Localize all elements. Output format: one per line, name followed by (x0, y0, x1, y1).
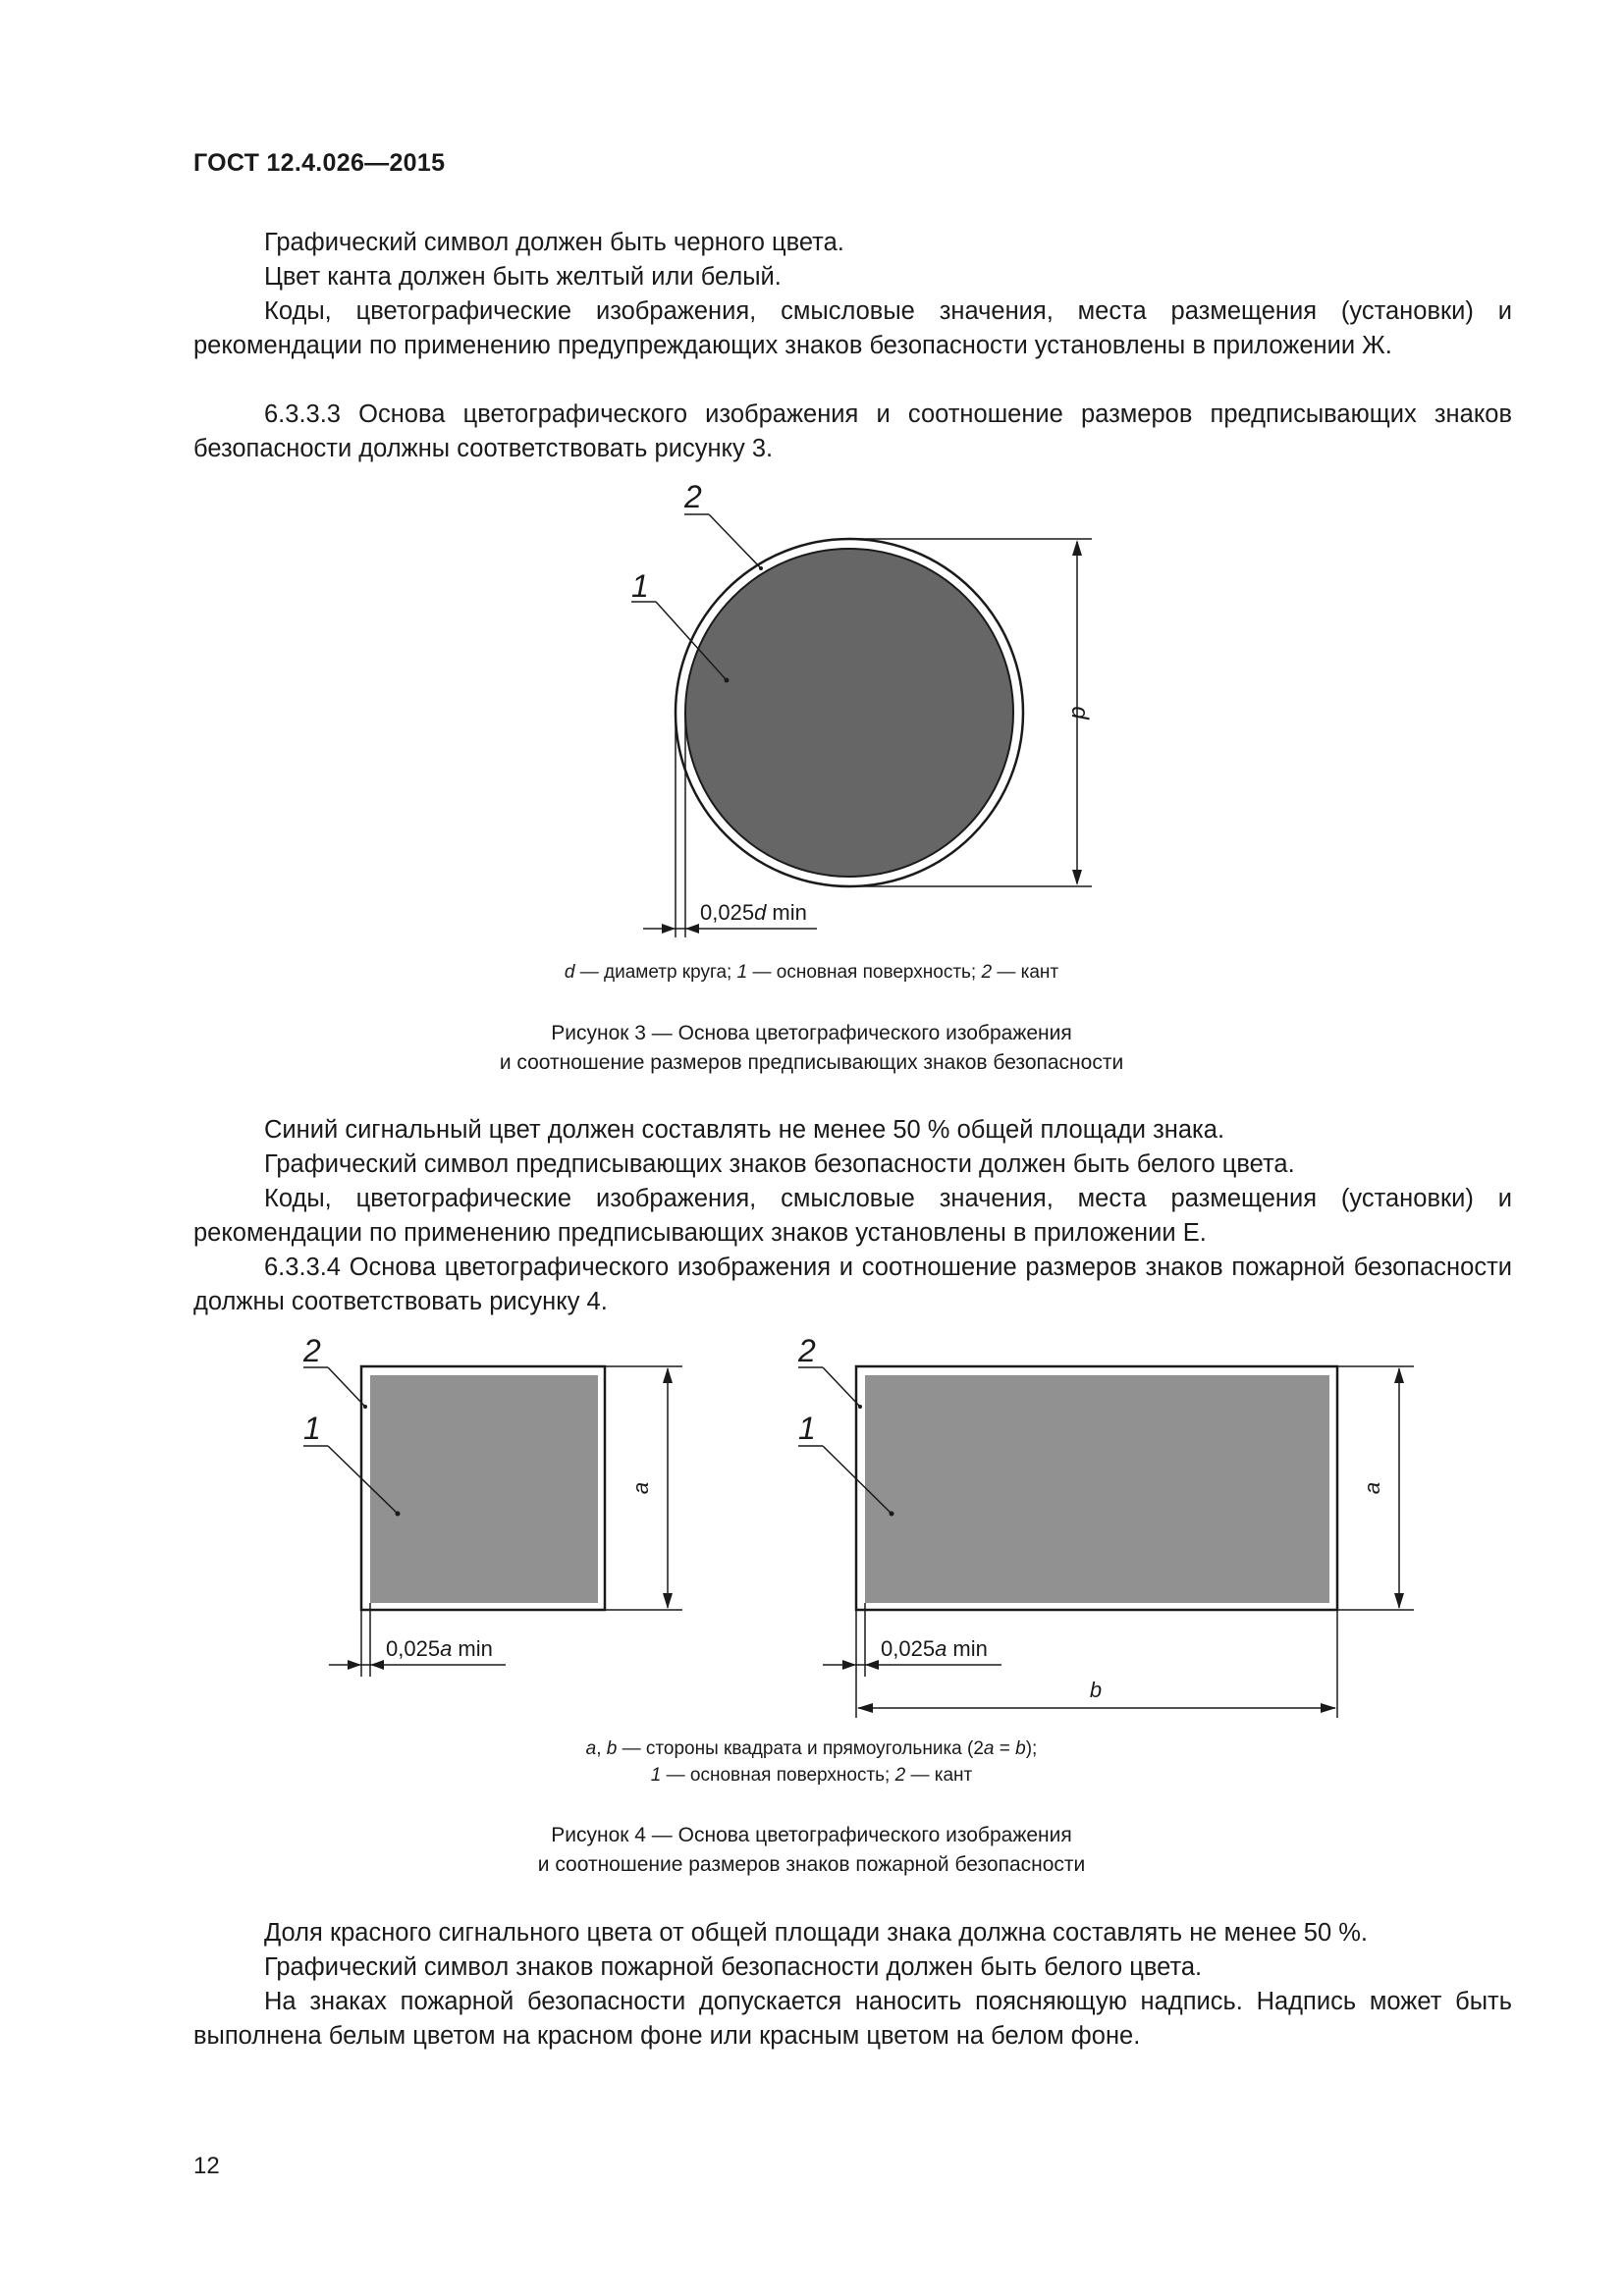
callout-dot-2 (759, 566, 763, 570)
callout-leader-2 (328, 1367, 365, 1407)
dimension-label-a: a (628, 1481, 653, 1495)
dimension-label-d: d (1066, 706, 1093, 720)
paragraph: Графический символ знаков пожарной безопасности должен быть белого цвета. (264, 1953, 1203, 1981)
legend-line: 1 — основная поверхность; 2 — кант (650, 1765, 973, 1786)
border-dimension-label: 0,025a min (881, 1636, 988, 1661)
arrow-left (865, 1660, 879, 1670)
border-dimension-label: 0,025d min (700, 900, 807, 925)
figure-4-diagram (0, 1325, 1623, 1718)
paragraph: Коды, цветографические изображения, смысловые значения, места размещения (установки) и рекомендации по применению предписывающих знаков установлены в приложении Е. (193, 1185, 1512, 1247)
callout-dot-1 (725, 678, 730, 683)
dimension-label-b: b (1089, 1678, 1103, 1702)
arrow-right (348, 1660, 361, 1670)
arrow-left (857, 1703, 873, 1713)
arrow-down (1072, 870, 1082, 885)
callout-leader-2 (709, 514, 761, 568)
figure-3-diagram (0, 471, 1623, 942)
rectangle-main-surface (865, 1375, 1329, 1603)
arrow-right (842, 1660, 856, 1670)
dimension-label-a: a (1360, 1481, 1384, 1495)
figure-4-caption (0, 1821, 1623, 1880)
paragraph: Доля красного сигнального цвета от общей площади знака должна составлять не менее 50 %. (264, 1919, 1369, 1947)
arrow-up (663, 1367, 673, 1383)
callout-label-2: 2 (798, 1333, 816, 1368)
caption-line: и соотношение размеров знаков пожарной безопасности (537, 1853, 1086, 1876)
document-header: ГОСТ 12.4.026—2015 (193, 149, 446, 177)
callout-dot-1 (890, 1512, 894, 1517)
callout-label-2: 2 (303, 1333, 321, 1368)
legend-line: a, b — стороны квадрата и прямоугольника (2a = b); (585, 1738, 1038, 1759)
paragraph: 6.3.3.4 Основа цветографического изображения и соотношение размеров знаков пожарной безопасности должны соответствовать рисунку 4. (193, 1254, 1512, 1315)
figure-4-legend (0, 1735, 1623, 1789)
callout-dot-1 (396, 1512, 401, 1517)
arrow-down (1394, 1593, 1404, 1609)
arrow-up (1394, 1367, 1404, 1383)
paragraph: 6.3.3.3 Основа цветографического изображения и соотношение размеров предписывающих знаков безопасности должны соответствовать рисунку 3. (193, 400, 1512, 462)
paragraph: Синий сигнальный цвет должен составлять не менее 50 % общей площади знака. (264, 1116, 1225, 1144)
arrow-right (662, 924, 676, 934)
arrow-down (663, 1593, 673, 1609)
page-number: 12 (193, 2153, 220, 2179)
caption-line: и соотношение размеров предписывающих знаков безопасности (499, 1051, 1124, 1074)
callout-label-1: 1 (303, 1411, 321, 1446)
paragraph: Коды, цветографические изображения, смысловые значения, места размещения (установки) и рекомендации по применению предупреждающих знаков безопасности установлены в приложении Ж. (193, 297, 1512, 359)
caption-line: Рисунок 4 — Основа цветографического изображения (551, 1824, 1072, 1846)
paragraph: Графический символ должен быть черного цвета. (264, 229, 844, 256)
paragraph: Цвет канта должен быть желтый или белый. (264, 263, 782, 291)
paragraph: На знаках пожарной безопасности допускается наносить поясняющую надпись. Надпись может быть выполнена белым цветом на красном фоне или красным цветом на белом фоне. (193, 1988, 1512, 2050)
arrow-up (1072, 540, 1082, 556)
arrow-right (1321, 1703, 1336, 1713)
callout-dot-2 (858, 1405, 862, 1409)
square-main-surface (370, 1375, 598, 1603)
callout-label-1: 1 (798, 1411, 816, 1446)
callout-dot-2 (363, 1405, 367, 1409)
callout-leader-2 (823, 1367, 860, 1407)
arrow-left (685, 924, 699, 934)
figure-3-caption (0, 1019, 1623, 1078)
caption-line: Рисунок 3 — Основа цветографического изображения (551, 1022, 1072, 1044)
callout-label-2: 2 (684, 479, 702, 514)
paragraph: Графический символ предписывающих знаков безопасности должен быть белого цвета. (264, 1150, 1295, 1178)
callout-label-1: 1 (631, 568, 649, 604)
border-dimension-label: 0,025a min (386, 1636, 493, 1661)
figure-3-legend: d — диаметр круга; 1 — основная поверхность; 2 — кант (564, 962, 1059, 983)
arrow-left (370, 1660, 384, 1670)
circle-main-surface (685, 549, 1013, 877)
